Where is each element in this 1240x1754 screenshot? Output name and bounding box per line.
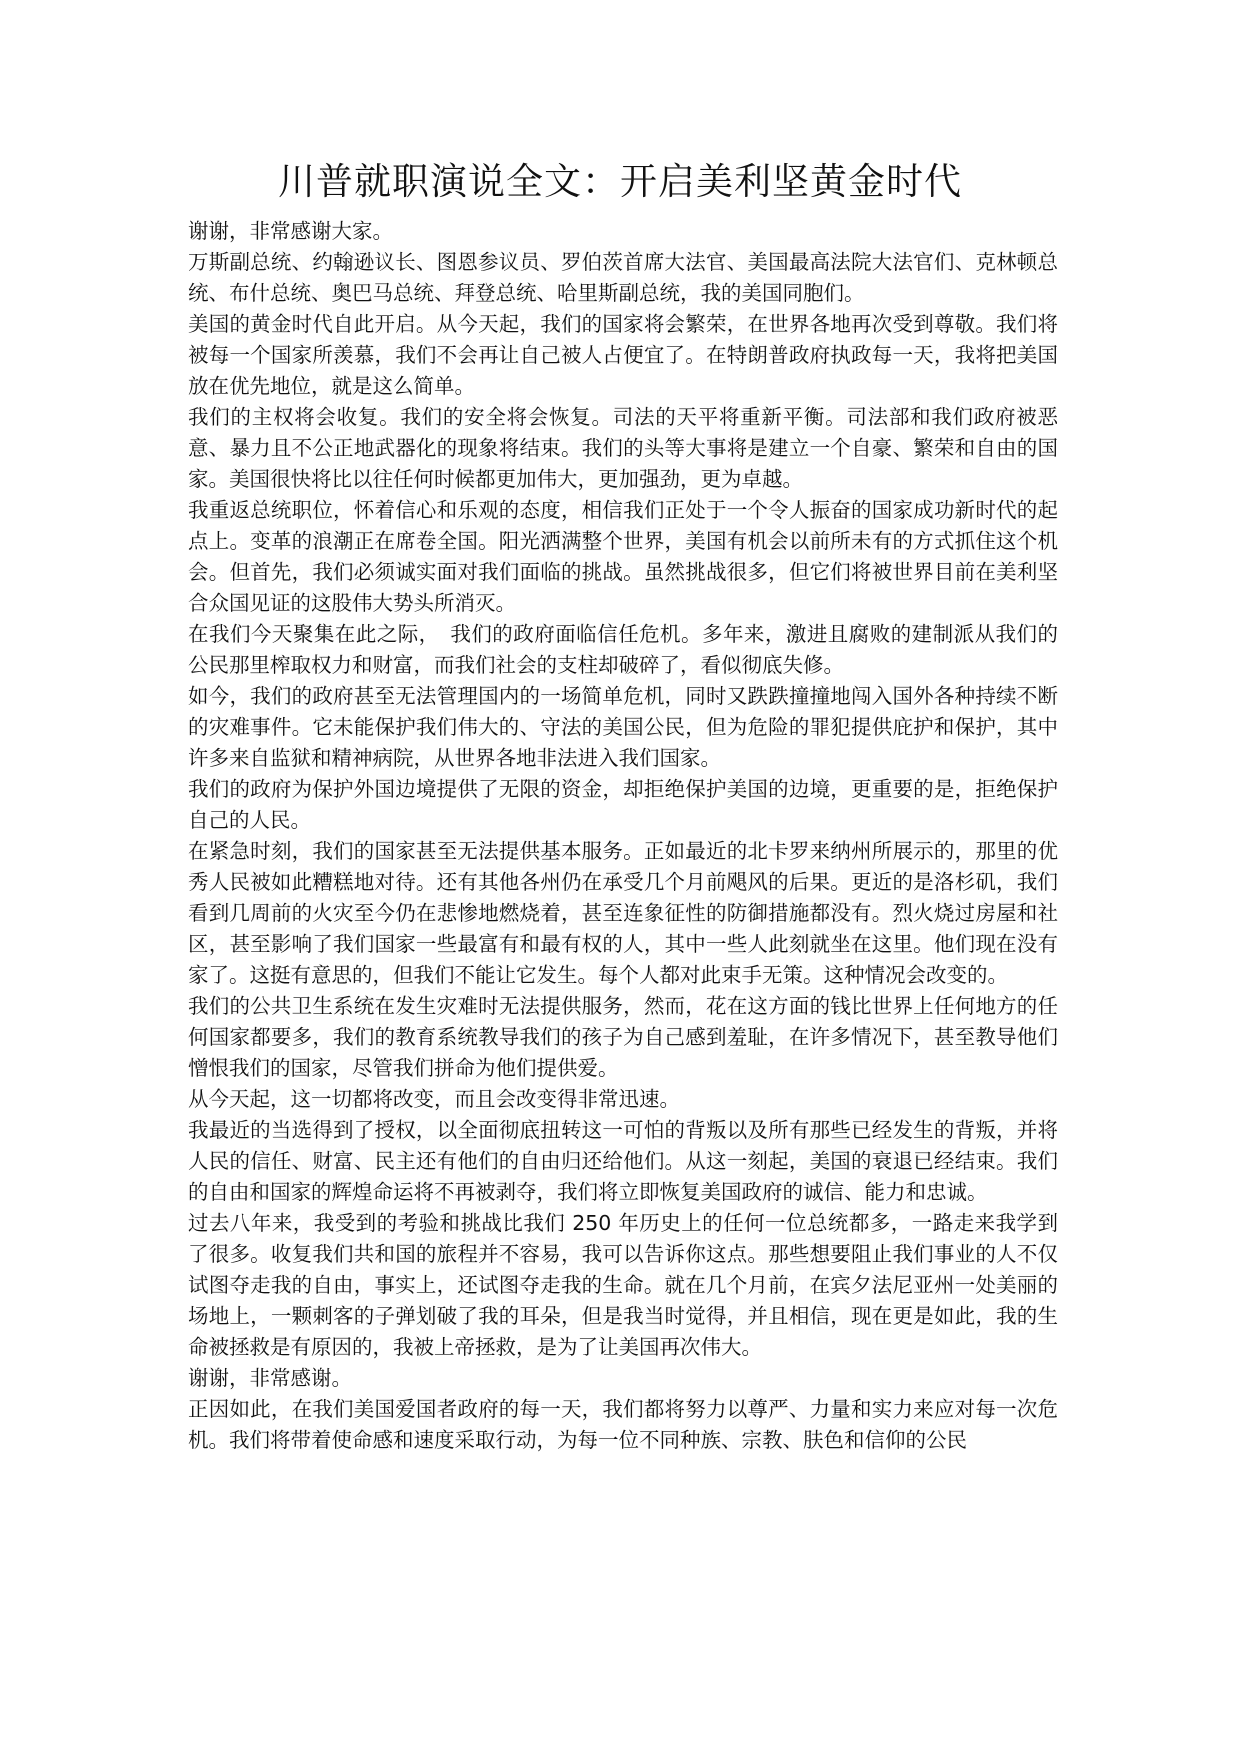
paragraph: 正因如此，在我们美国爱国者政府的每一天，我们都将努力以尊严、力量和实力来应对每一次危机。我们将带着使命感和速度采取行动，为每一位不同种族、宗教、肤色和信仰的公民	[188, 1397, 1058, 1452]
document-body	[188, 216, 1058, 1456]
paragraph: 过去八年来，我受到的考验和挑战比我们 250 年历史上的任何一位总统都多，一路走来我学到了很多。收复我们共和国的旅程并不容易，我可以告诉你这点。那些想要阻止我们事业的人不仅试图夺走我的自由，事实上，还试图夺走我的生命。就在几个月前，在宾夕法尼亚州一处美丽的场地上，一颗刺客的子弹划破了我的耳朵，但是我当时觉得，并且相信，现在更是如此，我的生命被拯救是有原因的，我被上帝拯救，是为了让美国再次伟大。	[188, 1211, 1058, 1359]
paragraph: 谢谢，非常感谢。	[188, 1366, 352, 1390]
paragraph: 在紧急时刻，我们的国家甚至无法提供基本服务。正如最近的北卡罗来纳州所展示的，那里的优秀人民被如此糟糕地对待。还有其他各州仍在承受几个月前飓风的后果。更近的是洛杉矶，我们看到几周前的火灾至今仍在悲惨地燃烧着，甚至连象征性的防御措施都没有。烈火烧过房屋和社区，甚至影响了我们国家一些最富有和最有权的人，其中一些人此刻就坐在这里。他们现在没有家了。这挺有意思的，但我们不能让它发生。每个人都对此束手无策。这种情况会改变的。	[188, 839, 1058, 987]
paragraph: 从今天起，这一切都将改变，而且会改变得非常迅速。	[188, 1087, 680, 1111]
page-title: 川普就职演说全文：开启美利坚黄金时代	[278, 160, 962, 203]
paragraph: 美国的黄金时代自此开启。从今天起，我们的国家将会繁荣，在世界各地再次受到尊敬。我们将被每一个国家所羡慕，我们不会再让自己被人占便宜了。在特朗普政府执政每一天，我将把美国放在优先地位，就是这么简单。	[188, 312, 1058, 398]
paragraph: 我重返总统职位，怀着信心和乐观的态度，相信我们正处于一个令人振奋的国家成功新时代的起点上。变革的浪潮正在席卷全国。阳光洒满整个世界，美国有机会以前所未有的方式抓住这个机会。但首先，我们必须诚实面对我们面临的挑战。虽然挑战很多，但它们将被世界目前在美利坚合众国见证的这股伟大势头所消灭。	[188, 498, 1058, 615]
paragraph: 谢谢，非常感谢大家。	[188, 219, 393, 243]
paragraph: 我们的公共卫生系统在发生灾难时无法提供服务，然而，花在这方面的钱比世界上任何地方的任何国家都要多，我们的教育系统教导我们的孩子为自己感到羞耻，在许多情况下，甚至教导他们憎恨我们的国家，尽管我们拼命为他们提供爱。	[188, 994, 1058, 1080]
paragraph: 在我们今天聚集在此之际， 我们的政府面临信任危机。多年来，激进且腐败的建制派从我们的公民那里榨取权力和财富，而我们社会的支柱却破碎了，看似彻底失修。	[188, 622, 1058, 677]
paragraph: 万斯副总统、约翰逊议长、图恩参议员、罗伯茨首席大法官、美国最高法院大法官们、克林顿总统、布什总统、奥巴马总统、拜登总统、哈里斯副总统，我的美国同胞们。	[188, 250, 1058, 305]
paragraph: 我们的政府为保护外国边境提供了无限的资金，却拒绝保护美国的边境，更重要的是，拒绝保护自己的人民。	[188, 777, 1058, 832]
paragraph: 我最近的当选得到了授权，以全面彻底扭转这一可怕的背叛以及所有那些已经发生的背叛，并将人民的信任、财富、民主还有他们的自由归还给他们。从这一刻起，美国的衰退已经结束。我们的自由和国家的辉煌命运将不再被剥夺，我们将立即恢复美国政府的诚信、能力和忠诚。	[188, 1118, 1058, 1204]
paragraph: 如今，我们的政府甚至无法管理国内的一场简单危机，同时又跌跌撞撞地闯入国外各种持续不断的灾难事件。它未能保护我们伟大的、守法的美国公民，但为危险的罪犯提供庇护和保护，其中许多来自监狱和精神病院，从世界各地非法进入我们国家。	[188, 684, 1058, 770]
paragraph: 我们的主权将会收复。我们的安全将会恢复。司法的天平将重新平衡。司法部和我们政府被恶意、暴力且不公正地武器化的现象将结束。我们的头等大事将是建立一个自豪、繁荣和自由的国家。美国很快将比以往任何时候都更加伟大，更加强劲，更为卓越。	[188, 405, 1058, 491]
